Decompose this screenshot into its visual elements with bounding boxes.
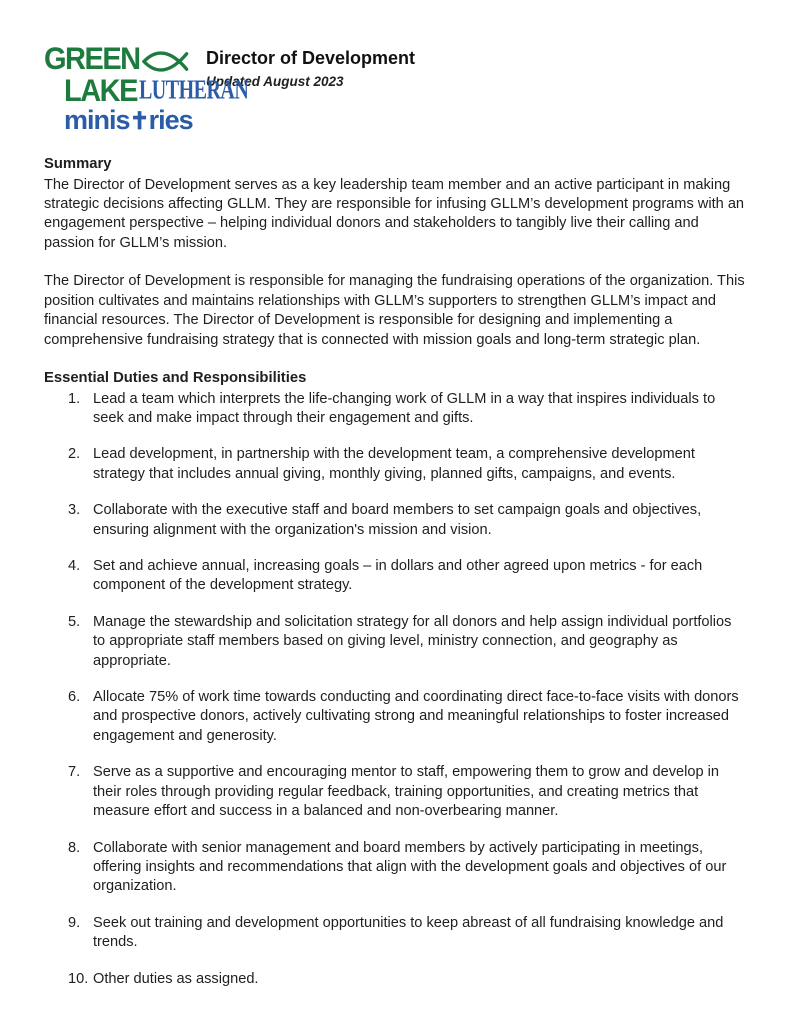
duty-text: Collaborate with senior management and board members by actively participating in meetings, offering insights and recommendations that align with the development goals and objectives of our organization. xyxy=(93,839,727,895)
duty-item-2 xyxy=(68,445,746,484)
ministries-text-pre: minis xyxy=(64,105,130,135)
duty-text: Seek out training and development opportunities to keep abreast of all fundraising knowledge and trends. xyxy=(93,914,724,951)
duty-number: 7. xyxy=(68,764,81,781)
duty-number: 3. xyxy=(68,502,81,519)
duty-text: Other duties as assigned. xyxy=(93,970,259,987)
duty-number: 2. xyxy=(68,446,81,463)
duties-list xyxy=(44,390,746,989)
ministries-text-post: ries xyxy=(148,105,193,135)
duty-text: Collaborate with the executive staff and board members to set campaign goals and objectives, ensuring alignment with the organization's mission and vision. xyxy=(93,502,702,538)
duty-text: Manage the stewardship and solicitation strategy for all donors and help assign individual portfolios to appropriate staff members based on giving level, ministry connection, and geography as appropriate. xyxy=(93,613,732,669)
logo-word-green: GREEN xyxy=(44,41,140,77)
logo-word-ministries xyxy=(64,107,194,134)
duty-text: Serve as a supportive and encouraging mentor to staff, empowering them to grow and develop in their roles through providing regular feedback, training opportunities, and creating metrics that measure effort and success in a balanced and non-overbearing manner. xyxy=(93,764,720,820)
summary-paragraph-2: The Director of Development is responsible for managing the fundraising operations of the organization. This position cultivates and maintains relationships with GLLM’s supporters to strengthen GLLM’s impact and financial resources. The Director of Development is responsible for designing and implementing a comprehensive fundraising strategy that is connected with mission goals and long-term strategic plan. xyxy=(44,273,745,348)
duty-text: Lead development, in partnership with the development team, a comprehensive development strategy that includes annual giving, monthly giving, planned gifts, campaigns, and events. xyxy=(93,446,695,482)
duty-number: 8. xyxy=(68,839,81,856)
duty-item-3 xyxy=(68,501,746,540)
document-header xyxy=(44,41,746,135)
duty-item-7 xyxy=(68,763,746,821)
duties-heading: Essential Duties and Responsibilities xyxy=(44,369,307,386)
logo-word-lake: LAKE xyxy=(64,73,137,109)
duty-item-9 xyxy=(68,914,746,953)
ichthys-fish-icon xyxy=(142,48,190,79)
duty-number: 9. xyxy=(68,914,81,931)
duty-number: 5. xyxy=(68,613,81,630)
duty-text: Set and achieve annual, increasing goals – in dollars and other agreed upon metrics - for each component of the development strategy. xyxy=(93,558,703,594)
document-body xyxy=(44,155,746,989)
duty-text: Allocate 75% of work time towards conducting and coordinating direct face-to-face visits with donors and prospective donors, actively cultivating strong and meaningful relationships to foster increased engagement and generosity. xyxy=(93,689,739,744)
duty-number: 1. xyxy=(68,390,81,407)
duty-item-1 xyxy=(68,390,746,429)
green-lake-lutheran-ministries-logo xyxy=(44,41,249,135)
duty-item-5 xyxy=(68,613,746,671)
page-title: Director of Development xyxy=(206,48,416,68)
duty-item-10 xyxy=(68,970,746,989)
logo-word-lutheran: LUTHERAN xyxy=(138,75,249,106)
logo-row-lake-lutheran xyxy=(64,73,249,109)
summary-paragraph-1: The Director of Development serves as a key leadership team member and an active participant in making strategic decisions affecting GLLM. They are responsible for infusing GLLM’s development programs with an engagement perspective – helping individual donors and stakeholders to tangibly live their calling and passion for GLLM’s mission. xyxy=(44,176,745,251)
duty-item-6 xyxy=(68,688,746,746)
summary-heading: Summary xyxy=(44,156,112,172)
duty-number: 10. xyxy=(68,970,89,987)
cross-icon: ✝ xyxy=(129,108,149,135)
duty-item-4 xyxy=(68,557,746,596)
duty-text: Lead a team which interprets the life-changing work of GLLM in a way that inspires individuals to seek and make impact through their engagement and gifts. xyxy=(93,390,716,426)
duty-item-8 xyxy=(68,839,746,897)
duty-number: 6. xyxy=(68,689,81,706)
duty-number: 4. xyxy=(68,558,81,575)
updated-date: Updated August 2023 xyxy=(206,73,344,89)
